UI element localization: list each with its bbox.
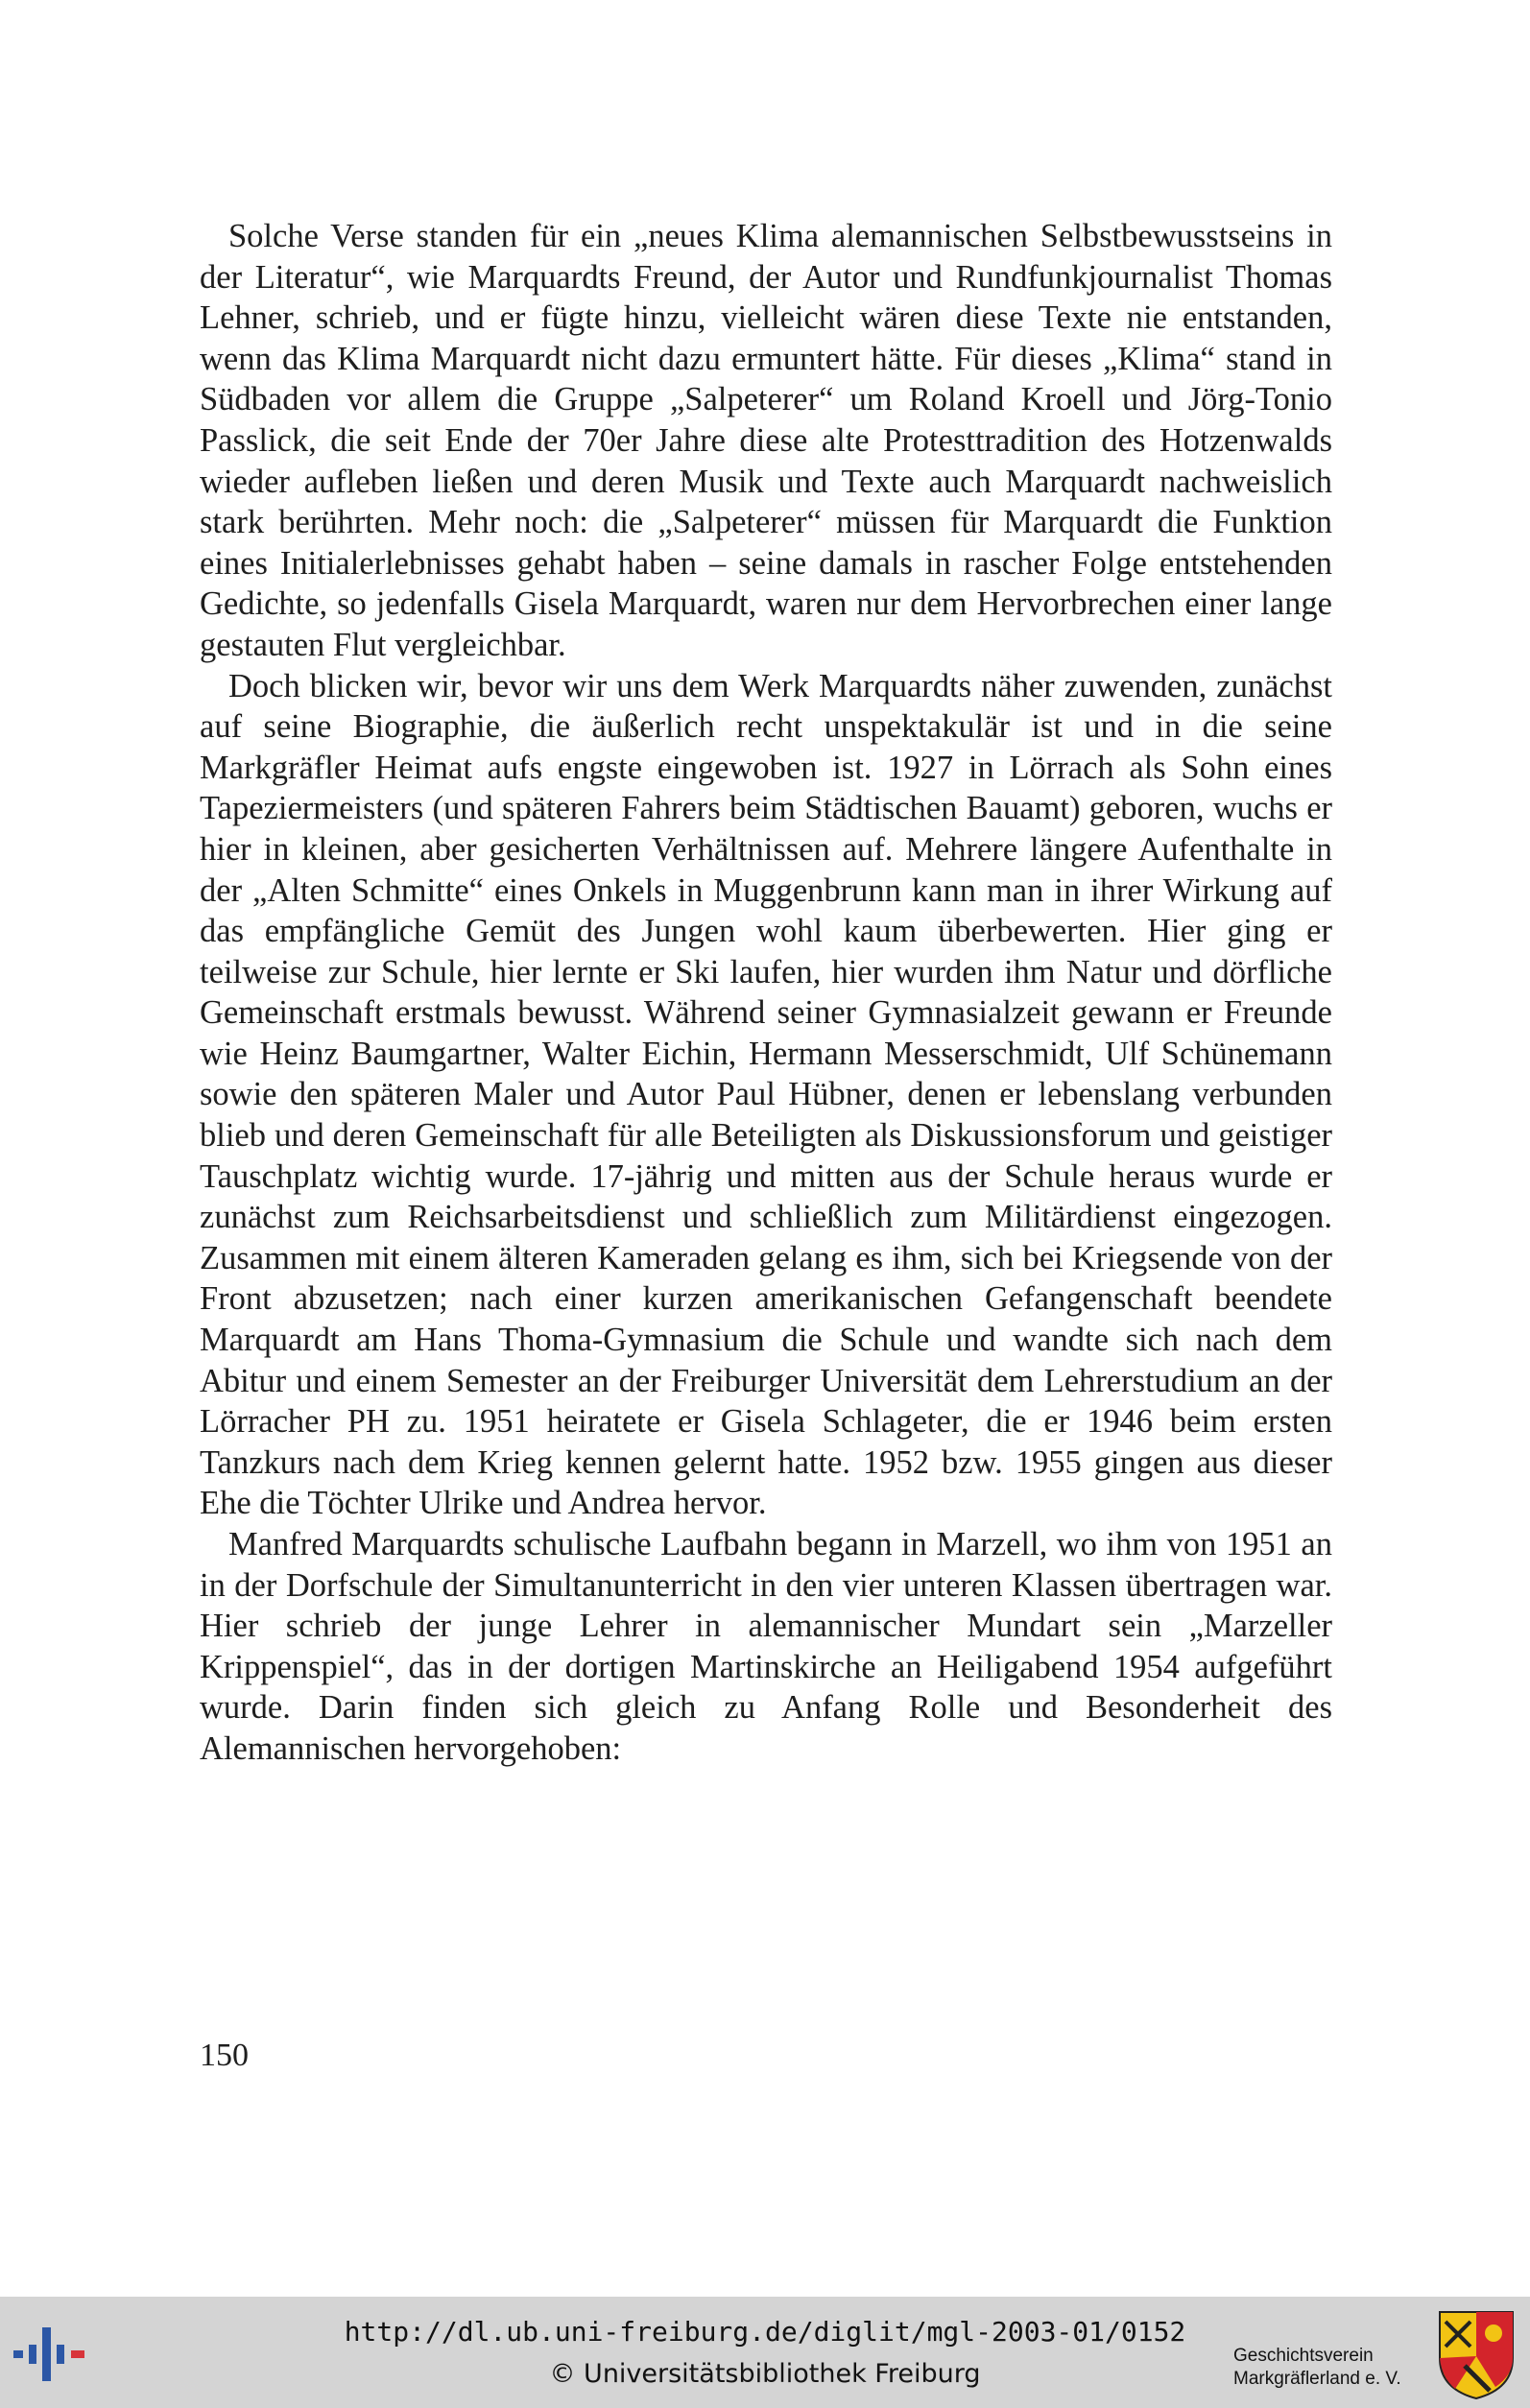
footer-bar [0,2297,1530,2408]
page-number: 150 [200,2038,249,2073]
paragraph-2: Doch blicken wir, bevor wir uns dem Werk Marquardts näher zuwenden, zunächst auf seine Biographie, die äußerlich recht unspektakulär ist und in die seine Markgräfler Heimat aufs engste eingewoben ist. 1927 in Lörrach als Sohn eines Tapeziermeisters (und späteren Fahrers beim Städtischen Bauamt) geboren, wuchs er hier in kleinen, aber gesicherten Verhältnissen auf. Mehrere längere Aufenthalte in der „Alten Schmitte“ eines Onkels in Muggenbrunn kann man in ihrer Wirkung auf das empfängliche Gemüt des Jungen wohl kaum überbewerten. Hier ging er teilweise zur Schule, hier lernte er Ski laufen, hier wurden ihm Natur und dörfliche Gemeinschaft erstmals bewusst. Während seiner Gymnasialzeit gewann er Freunde wie Heinz Baumgartner, Walter Eichin, Hermann Messerschmidt, Ulf Schünemann sowie den späteren Maler und Autor Paul Hübner, denen er lebenslang verbunden blieb und deren Gemeinschaft für alle Beteiligten als Diskussionsforum und geistiger Tauschplatz wichtig wurde. 17-jährig und mitten aus der Schule heraus wurde er zunächst zum Reichsarbeitsdienst und schließlich zum Militärdienst eingezogen. Zusammen mit einem älteren Kameraden gelang es ihm, sich bei Kriegsende von der Front abzusetzen; nach einer kurzen amerikanischen Gefangenschaft beendete Marquardt am Hans Thoma-Gymnasium die Schule und wandte sich nach dem Abitur und einem Semester an der Freiburger Universität dem Lehrerstudium an der Lörracher PH zu. 1951 heiratete er Gisela Schlageter, die er 1946 beim ersten Tanzkurs nach dem Krieg kennen gelernt hatte. 1952 bzw. 1955 gingen aus dieser Ehe die Töchter Ulrike und Andrea hervor. [200,667,1332,1522]
body-text [200,216,1332,1770]
society-name [1233,2345,1401,2391]
paragraph-3: Manfred Marquardts schulische Laufbahn begann in Marzell, wo ihm von 1951 an in der Dorfschule der Simultanunterricht in den vier unteren Klassen übertragen war. Hier schrieb der junge Lehrer in alemannischer Mundart sein „Marzeller Krippenspiel“, das in der dortigen Martinskirche an Heiligabend 1954 aufgeführt wurde. Darin finden sich gleich zu Anfang Rolle und Besonderheit des Alemannischen hervorgehoben: [200,1526,1332,1767]
coat-of-arms-icon [1436,2308,1517,2400]
paragraph-1: Solche Verse standen für ein „neues Klima alemannischen Selbstbewusstseins in der Literatur“, wie Marquardts Freund, der Autor und Rundfunkjournalist Thomas Lehner, schrieb, und er fügte hinzu, vielleicht wären diese Texte nie entstanden, wenn das Klima Marquardt nicht dazu ermuntert hätte. Für dieses „Klima“ stand in Südbaden vor allem die Gruppe „Salpeterer“ um Roland Kroell und Jörg-Tonio Passlick, die seit Ende der 70er Jahre diese alte Protesttradition des Hotzenwalds wieder aufleben ließen und deren Musik und Texte auch Marquardt nachweislich stark berührten. Mehr noch: die „Salpeterer“ müssen für Marquardt die Funktion eines Initialerlebnisses gehabt haben – seine damals in rascher Folge entstehenden Gedichte, so jedenfalls Gisela Marquardt, waren nur dem Hervorbrechen einer lange gestauten Flut vergleichbar. [200,218,1332,663]
footer-copyright: © Universitätsbibliothek Freiburg [549,2359,981,2389]
society-name-line-1: Geschichtsverein [1233,2346,1374,2366]
society-name-line-2: Markgräflerland e. V. [1233,2369,1401,2389]
footer-url-link[interactable]: http://dl.ub.uni-freiburg.de/diglit/mgl-2003-01/0152 [344,2316,1186,2348]
